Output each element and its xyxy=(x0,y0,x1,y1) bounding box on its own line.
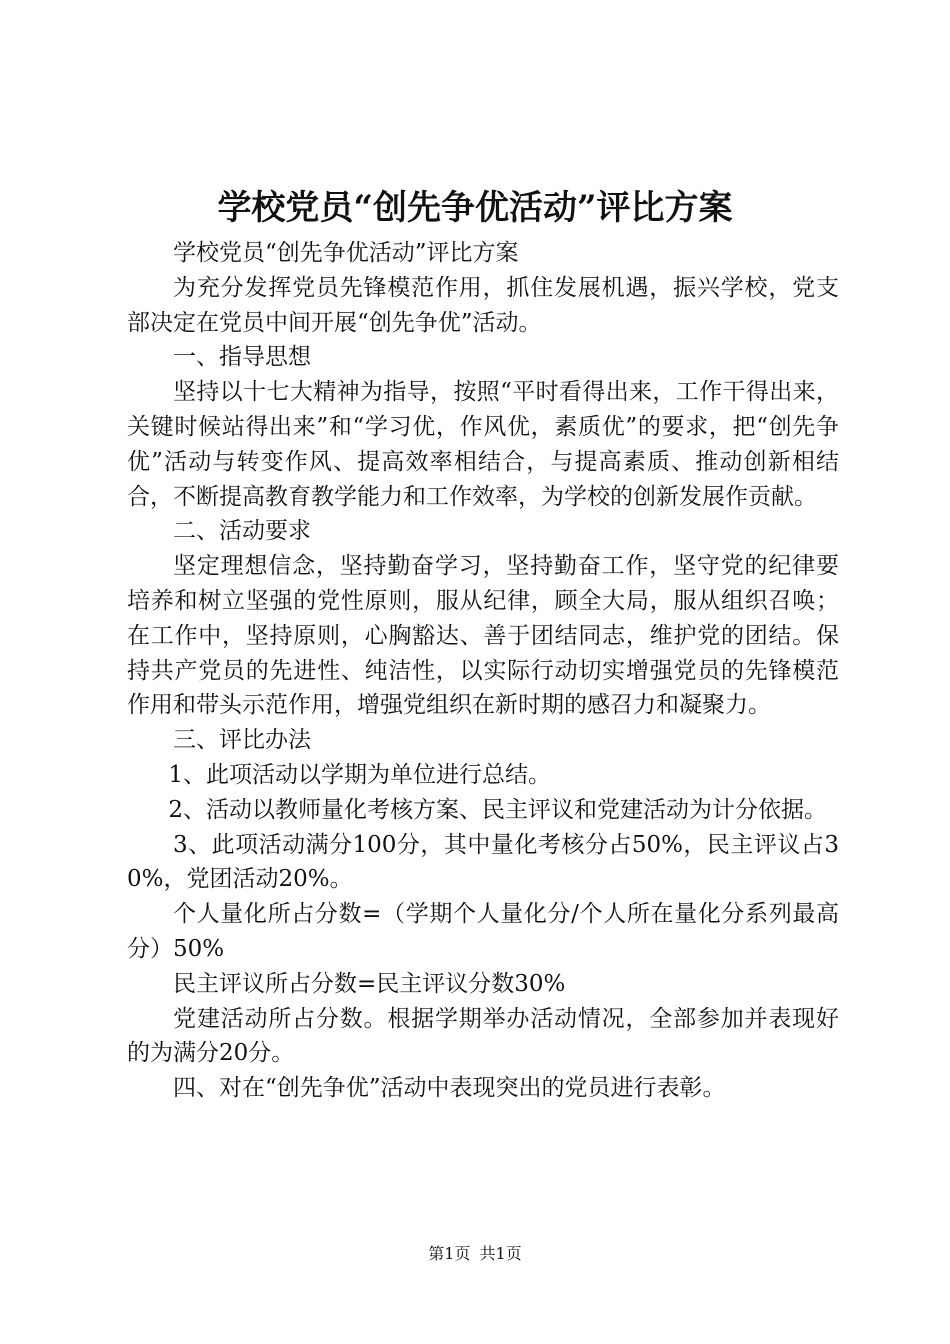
section-heading-evaluation-methods: 三、评比办法 xyxy=(173,727,311,754)
paragraph-intro: 为充分发挥党员先锋模范作用，抓住发展机遇，振兴学校，党支部决定在党员中间开展“创先争优”活动。 xyxy=(127,274,839,336)
section-heading-guiding-thought: 一、指导思想 xyxy=(173,344,311,371)
paragraph-party-activity-score: 党建活动所占分数。根据学期举办活动情况，全部参加并表现好的为满分20分。 xyxy=(127,1005,839,1067)
list-item-method-3: 3、此项活动满分100分，其中量化考核分占50%，民主评议占30%，党团活动20%。 xyxy=(127,831,839,893)
section-heading-commendation: 四、对在“创先争优”活动中表现突出的党员进行表彰。 xyxy=(173,1075,726,1102)
formula-democratic-score: 民主评议所占分数=民主评议分数30% xyxy=(173,970,566,997)
list-item-method-2: 2、活动以教师量化考核方案、民主评议和党建活动为计分依据。 xyxy=(168,796,828,823)
page-total: 共1页 xyxy=(479,1244,522,1263)
page-footer xyxy=(0,1243,950,1265)
formula-personal-score: 个人量化所占分数=（学期个人量化分/个人所在量化分系列最高分）50% xyxy=(127,901,839,962)
page-number: 第1页 xyxy=(428,1244,471,1263)
document-body xyxy=(127,236,839,1106)
document-title: 学校党员“创先争优活动”评比方案 xyxy=(217,188,733,228)
list-item-method-1: 1、此项活动以学期为单位进行总结。 xyxy=(168,761,552,788)
section-heading-activity-requirements: 二、活动要求 xyxy=(173,518,311,545)
paragraph-guiding-thought: 坚持以十七大精神为指导，按照“平时看得出来，工作干得出来，关键时候站得出来”和“学习优，作风优，素质优”的要求，把“创先争优”活动与转变作风、提高效率相结合，与提高素质、推动创新相结合，不断提高教育教学能力和工作效率，为学校的创新发展作贡献。 xyxy=(127,379,839,510)
paragraph-activity-requirements: 坚定理想信念，坚持勤奋学习，坚持勤奋工作，坚守党的纪律要培养和树立坚强的党性原则，服从纪律，顾全大局，服从组织召唤；在工作中，坚持原则，心胸豁达、善于团结同志，维护党的团结。保持共产党员的先进性、纯洁性，以实际行动切实增强党员的先锋模范作用和带头示范作用，增强党组织在新时期的感召力和凝聚力。 xyxy=(127,553,839,719)
paragraph-subtitle: 学校党员“创先争优活动”评比方案 xyxy=(173,240,519,266)
